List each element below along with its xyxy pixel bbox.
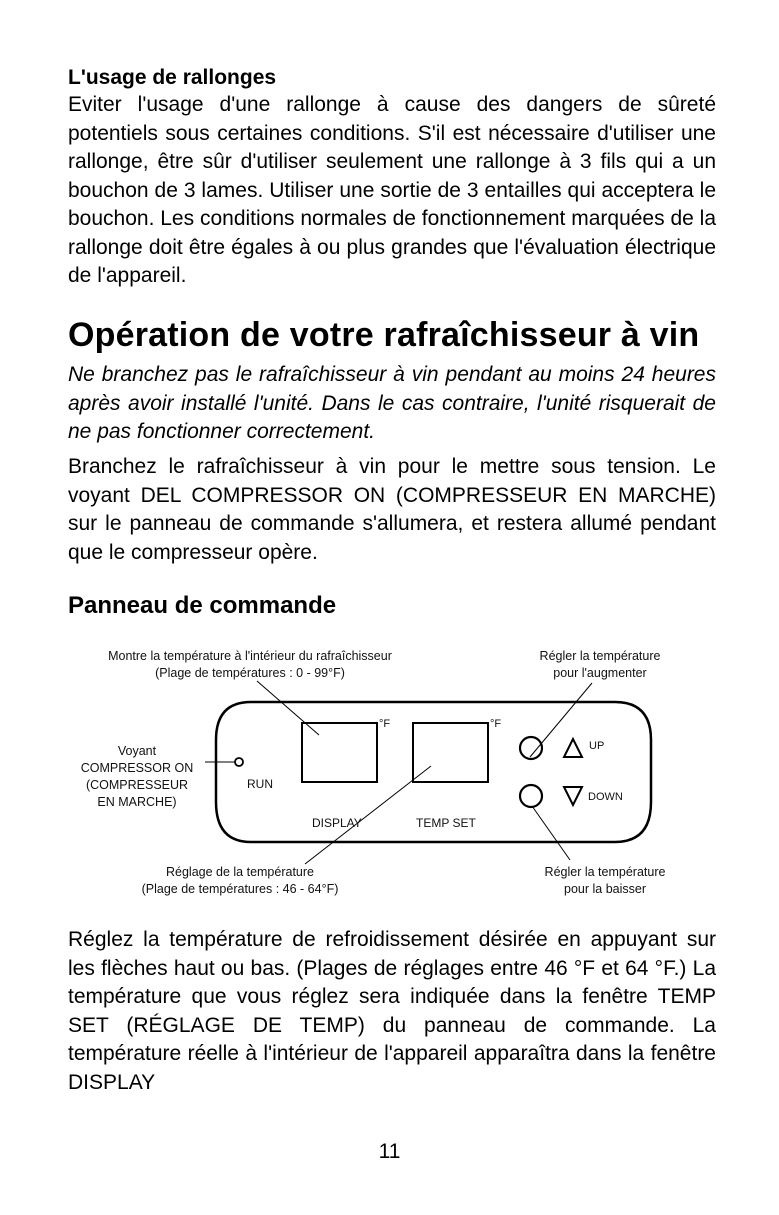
temp-set-deg-f: °F — [490, 718, 502, 730]
down-arrow-icon — [564, 787, 582, 805]
voyant-label-line2: COMPRESSOR ON — [80, 761, 194, 775]
temperature-setting-paragraph: Réglez la température de refroidissement désirée en appuyant sur les flèches haut ou bas. (Plages de réglages entre 46 °F et 64 °F.) La température que vous réglez sera indiquée dans la fenêtre TEMP SET (RÉGLAGE DE TEMP) du panneau de commande. La température réelle à l'intérieur de l'appareil apparaîtra dans la fenêtre DISPLAY — [68, 928, 716, 1094]
down-button-circle — [520, 785, 542, 807]
up-arrow-icon — [564, 739, 582, 757]
operation-paragraph: Branchez le rafraîchisseur à vin pour le mettre sous tension. Le voyant DEL COMPRESSOR ON (COMPRESSEUR EN MARCHE) sur le panneau de commande s'allumera, et restera allumé pendant que le compresseur opère. — [68, 455, 716, 564]
voyant-label-line3: (COMPRESSEUR — [85, 778, 189, 792]
extension-cord-paragraph: Eviter l'usage d'une rallonge à cause des dangers de sûreté potentiels sous certaines conditions. S'il est nécessaire d'utiliser une rallonge, être sûr d'utiliser seulement une rallonge à 3 fils qui a un bouchon de 3 lames. Utiliser une sortie de 3 entailles qui acceptera le bouchon. Les conditions normales de fonctionnement marquées de la rallonge doit être égales à ou plus grandes que l'évaluation électrique de l'appareil. — [68, 93, 716, 287]
display-caption: DISPLAY — [312, 816, 362, 830]
down-label-line2: pour la baisser — [564, 882, 646, 896]
temp-set-window — [413, 723, 488, 782]
operation-heading: Opération de votre rafraîchisseur à vin — [68, 316, 700, 354]
display-window — [302, 723, 377, 782]
set-label-line2: (Plage de températures : 46 - 64°F) — [141, 882, 339, 896]
display-label-line2: (Plage de températures : 0 - 99°F) — [155, 666, 345, 680]
display-label-line1: Montre la température à l'intérieur du rafraîchisseur — [108, 649, 392, 663]
control-panel-heading: Panneau de commande — [68, 592, 337, 619]
voyant-label-line4: EN MARCHE) — [97, 795, 177, 809]
run-label: RUN — [247, 777, 273, 791]
up-caption[interactable]: UP — [589, 740, 605, 752]
down-caption[interactable]: DOWN — [588, 791, 623, 803]
page-number: 11 — [378, 1140, 401, 1163]
up-label-line2: pour l'augmenter — [553, 666, 647, 680]
operation-warning: Ne branchez pas le rafraîchisseur à vin pendant au moins 24 heures après avoir installé l'unité. Dans le cas contraire, l'unité risquerait de ne pas fonctionner correctement. — [68, 363, 716, 443]
up-label-line1: Régler la température — [539, 649, 661, 663]
voyant-label-line1: Voyant — [117, 744, 157, 758]
set-label-line1: Réglage de la température — [165, 865, 314, 879]
extension-cord-heading: L'usage de rallonges — [68, 66, 277, 89]
display-deg-f: °F — [379, 718, 391, 730]
compressor-led-icon — [235, 758, 243, 766]
down-label-line1: Régler la température — [544, 865, 666, 879]
temp-set-caption: TEMP SET — [416, 816, 476, 830]
